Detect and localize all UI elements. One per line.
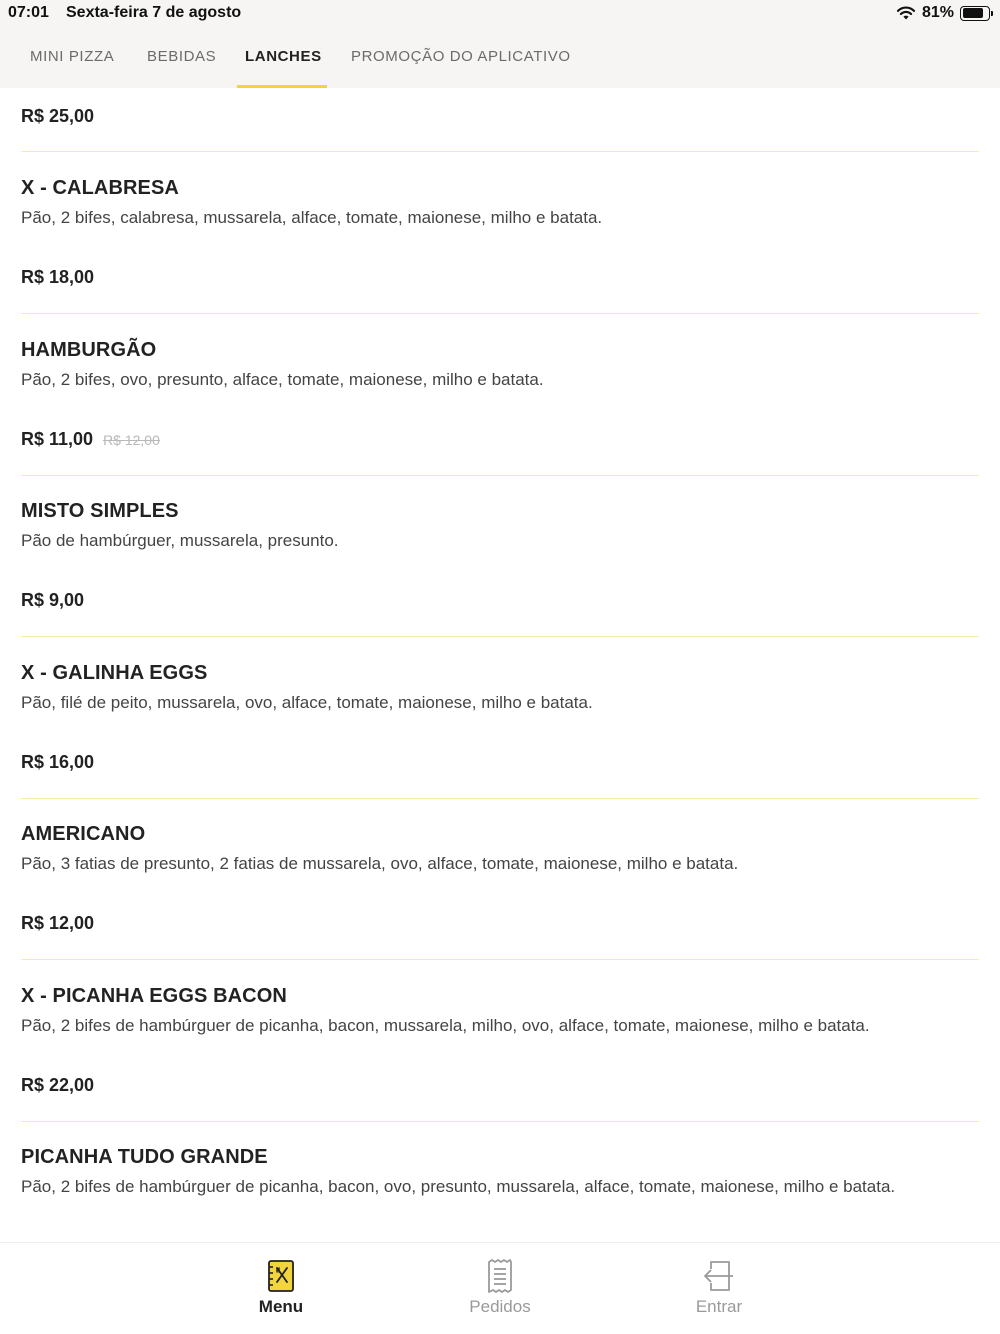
nav-entrar-label: Entrar [695,1297,743,1316]
menu-item-hamburgao[interactable] [21,339,979,390]
tab-bebidas[interactable]: BEBIDAS [147,48,217,65]
category-tabs [0,26,1000,88]
menu-item-x-galinha-eggs[interactable] [21,662,979,713]
status-bar [0,0,1000,26]
item-name: X - GALINHA EGGS [21,662,208,684]
menu-list[interactable] [0,88,1000,1242]
item-description: Pão, 2 bifes de hambúrguer de picanha, bacon, mussarela, milho, ovo, alface, tomate, maionese, milho e batata. [21,1016,870,1035]
divider [21,959,979,960]
item-description: Pão de hambúrguer, mussarela, presunto. [21,531,339,550]
item-name: X - CALABRESA [21,177,179,199]
divider [21,1121,979,1122]
nav-entrar[interactable] [649,1243,789,1334]
menu-item-americano[interactable] [21,823,979,874]
item-price: R$ 12,00 [21,913,95,933]
status-indicators [896,3,990,23]
item-name: X - PICANHA EGGS BACON [21,985,287,1007]
divider [21,636,979,637]
menu-item-picanha-tudo-grande[interactable] [21,1146,979,1197]
price-row [21,106,94,127]
battery-icon [960,6,990,21]
item-price: R$ 11,00 [21,429,94,449]
nav-pedidos-label: Pedidos [469,1297,531,1316]
item-name: AMERICANO [21,823,146,845]
price-row [21,1075,94,1096]
nav-menu[interactable] [211,1243,351,1334]
item-description: Pão, 2 bifes, ovo, presunto, alface, tomate, maionese, milho e batata. [21,370,544,389]
nav-menu-label: Menu [258,1297,304,1316]
item-price: R$ 16,00 [21,752,95,772]
item-description: Pão, 2 bifes, calabresa, mussarela, alface, tomate, maionese, milho e batata. [21,208,603,227]
divider [21,798,979,799]
item-description: Pão, filé de peito, mussarela, ovo, alface, tomate, maionese, milho e batata. [21,693,593,712]
menu-item-x-calabresa[interactable] [21,177,979,228]
item-price: R$ 18,00 [21,267,95,287]
divider [21,475,979,476]
divider [21,151,979,152]
item-price: R$ 25,00 [21,106,95,126]
nav-pedidos[interactable] [430,1243,570,1334]
receipt-icon [484,1259,516,1293]
price-row [21,752,94,773]
wifi-icon [896,5,916,21]
item-price: R$ 22,00 [21,1075,95,1095]
price-row [21,590,84,611]
tab-lanches[interactable]: LANCHES [245,48,322,65]
price-row [21,913,94,934]
menu-book-icon [265,1259,297,1293]
status-date: Sexta-feira 7 de agosto [66,4,242,21]
menu-item-x-picanha-eggs-bacon[interactable] [21,985,979,1036]
tab-mini-pizza[interactable]: MINI PIZZA [30,48,115,65]
price-row [21,429,160,450]
status-time: 07:01 [8,4,49,21]
tab-promocao-do-aplicativo[interactable]: PROMOÇÃO DO APLICATIVO [351,48,571,65]
item-name: PICANHA TUDO GRANDE [21,1146,268,1168]
item-name: HAMBURGÃO [21,339,157,361]
item-price: R$ 9,00 [21,590,85,610]
bottom-nav [0,1242,1000,1334]
divider [21,313,979,314]
login-icon [703,1259,735,1293]
item-description: Pão, 3 fatias de presunto, 2 fatias de mussarela, ovo, alface, tomate, maionese, milho e batata. [21,854,739,873]
price-row [21,267,94,288]
menu-item-misto-simples[interactable] [21,500,979,551]
item-name: MISTO SIMPLES [21,500,179,522]
item-old-price: R$ 12,00 [103,432,160,448]
battery-percentage: 81% [921,4,954,21]
item-description: Pão, 2 bifes de hambúrguer de picanha, bacon, ovo, presunto, mussarela, alface, tomate, maionese, milho e batata. [21,1177,896,1196]
